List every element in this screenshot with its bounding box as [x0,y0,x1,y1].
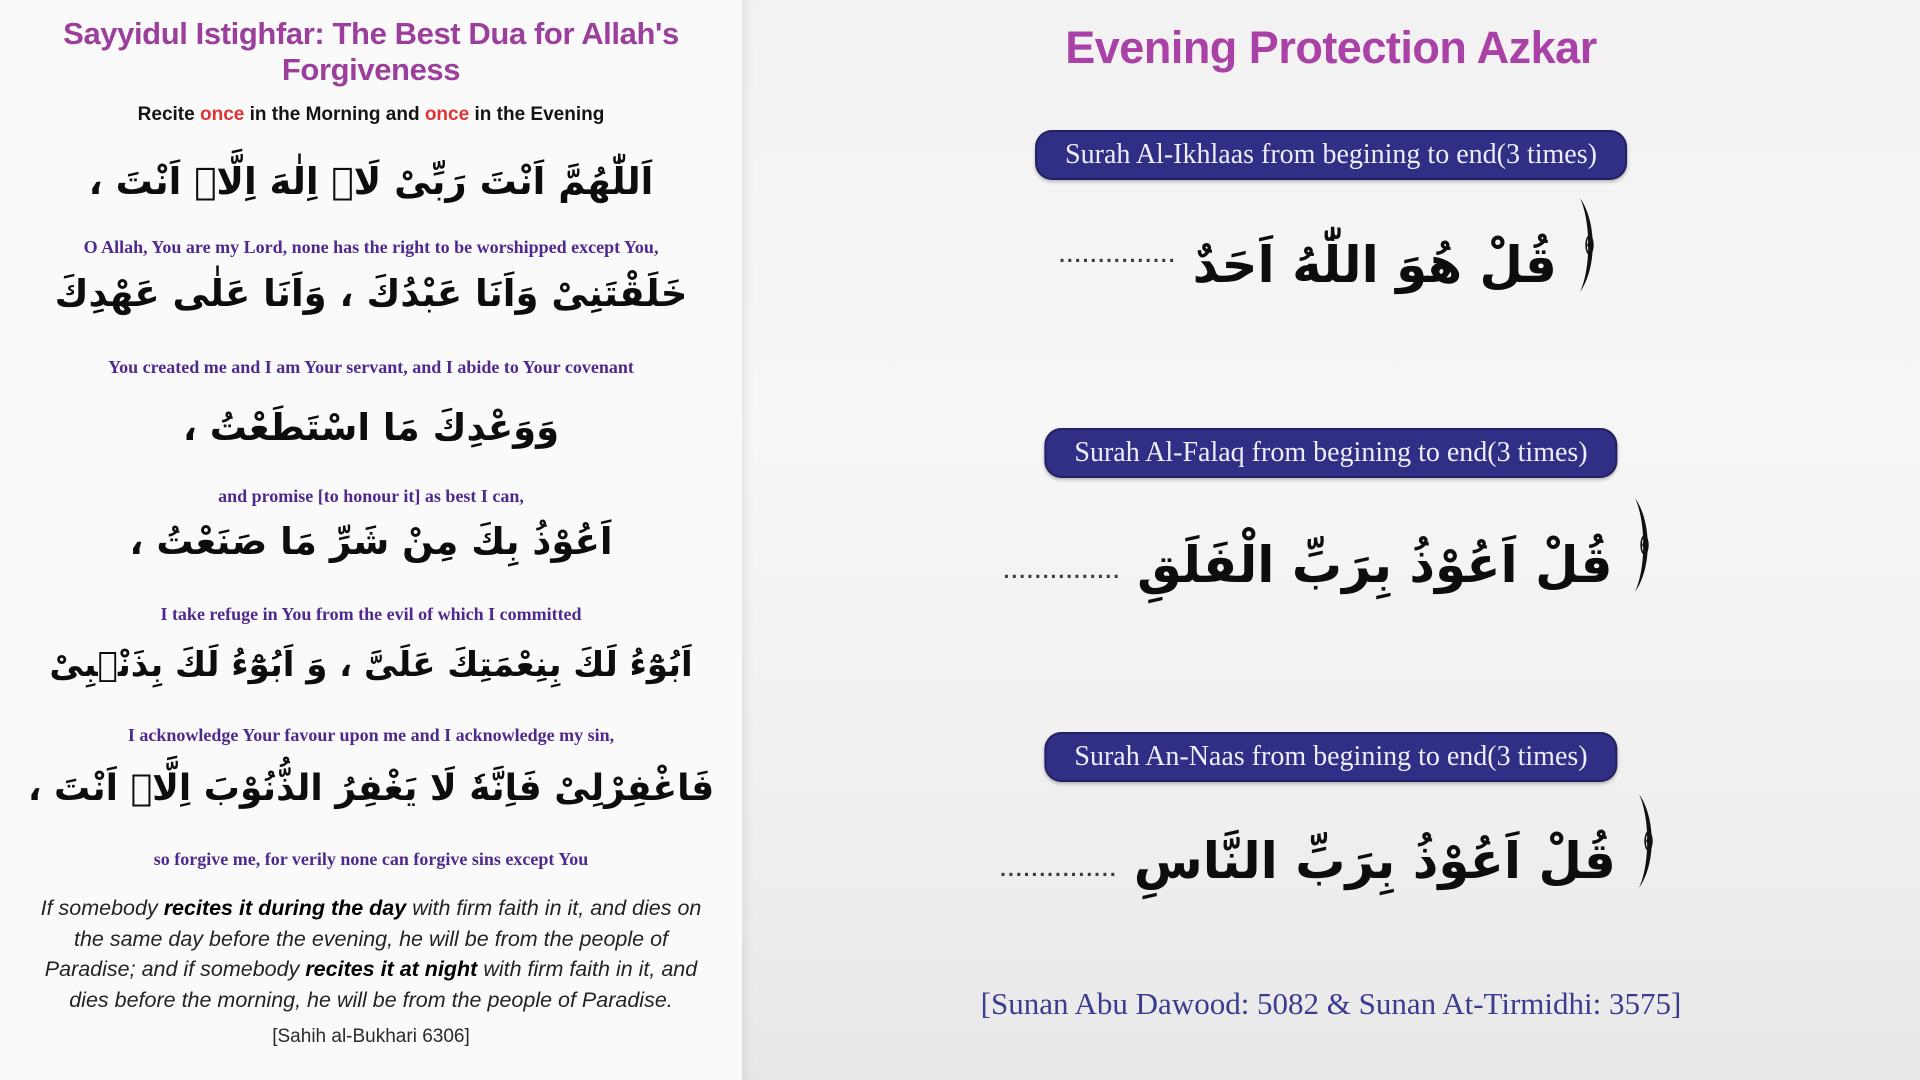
hadith-bold-day: recites it during the day [163,896,407,920]
dua-arabic-line-2: خَلَقْتَنِىْ وَاَنَا عَبْدُكَ ، وَاَنَا عَلٰى عَهْدِكَ [54,272,688,315]
subtitle-text: Recite [137,104,200,125]
evening-protection-azkar-panel [742,0,1920,1080]
hadith-text: with firm faith in it, and dies on the same day before the evening, he will be from the people of Paradise; and if somebody [44,896,702,982]
surah-al-falaq-verse-row [742,496,1920,594]
subtitle-emphasis-once-morning: once [199,104,245,125]
dua-arabic-line-1: اَللّٰهُمَّ اَنْتَ رَبِّىْ لَاۤ اِلٰهَ اِلَّاۤ اَنْتَ ، [88,160,654,203]
surah-al-ikhlaas-verse-row [742,196,1920,294]
recitation-instruction [0,104,742,126]
dua-arabic-line-3: وَوَعْدِكَ مَا اسْتَطَعْتُ ، [182,406,560,449]
dua-translation-line-2: You created me and I am Your servant, and I abide to Your covenant [108,357,634,377]
banner-surah-al-falaq: Surah Al-Falaq from begining to end(3 times) [1044,428,1617,478]
dua-translation-line-6: so forgive me, for verily none can forgive sins except You [153,849,589,869]
subtitle-text: in the Evening [469,104,605,125]
bukhari-reference: [Sahih al-Bukhari 6306] [272,1026,470,1047]
dua-translation-line-3: and promise [to honour it] as best I can, [218,486,524,506]
surah-al-ikhlaas-arabic: قُلْ هُوَ اللّٰهُ اَحَدٌ [1192,236,1557,294]
subtitle-emphasis-once-evening: once [424,104,470,125]
sunan-reference: [Sunan Abu Dawood: 5082 & Sunan At-Tirmidhi: 3575] [980,986,1682,1021]
dotted-leader: ............... [1000,858,1118,881]
sayyidul-istighfar-panel [0,0,742,1080]
banner-surah-an-naas: Surah An-Naas from begining to end(3 times) [1044,732,1617,782]
surah-an-naas-arabic: قُلْ اَعُوْذُ بِرَبِّ النَّاسِ [1133,832,1616,890]
dua-arabic-line-6: فَاغْفِرْلِىْ فَاِنَّهٗ لَا يَغْفِرُ الذُّنُوْبَ اِلَّاۤ اَنْتَ ، [27,768,715,809]
hadith-virtue-text [38,893,704,1015]
left-panel-title: Sayyidul Istighfar: The Best Dua for Allah's Forgiveness [63,16,679,87]
dua-translation-line-1: O Allah, You are my Lord, none has the right to be worshipped except You, [83,237,659,257]
banner-surah-al-ikhlaas: Surah Al-Ikhlaas from begining to end(3 times) [1035,130,1627,180]
right-panel-title: Evening Protection Azkar [1065,22,1597,73]
dotted-leader: ............... [1003,560,1122,583]
surah-an-naas-verse-row [742,792,1920,890]
dotted-leader: ............... [1059,244,1177,267]
dua-arabic-line-5: اَبُوْٓءُ لَكَ بِنِعْمَتِكَ عَلَىَّ ، وَ اَبُوْٓءُ لَكَ بِذَنْۢبِىْ [49,645,693,685]
subtitle-text: in the Morning and [244,104,425,125]
ayah-ornament-icon [1628,496,1658,594]
hadith-bold-night: recites it at night [305,957,478,982]
dua-arabic-line-4: اَعُوْذُ بِكَ مِنْ شَرِّ مَا صَنَعْتُ ، [129,520,613,563]
ayah-ornament-icon [1632,792,1662,890]
hadith-text: with firm faith in it, and dies before the morning, he will be from the people of Paradise. [69,957,698,1012]
dua-translation-line-4: I take refuge in You from the evil of which I committed [160,604,582,624]
hadith-text: If somebody [40,896,164,920]
surah-al-falaq-arabic: قُلْ اَعُوْذُ بِرَبِّ الْفَلَقِ [1137,536,1613,594]
dua-translation-line-5: I acknowledge Your favour upon me and I acknowledge my sin, [127,725,615,745]
ayah-ornament-icon [1573,196,1603,294]
